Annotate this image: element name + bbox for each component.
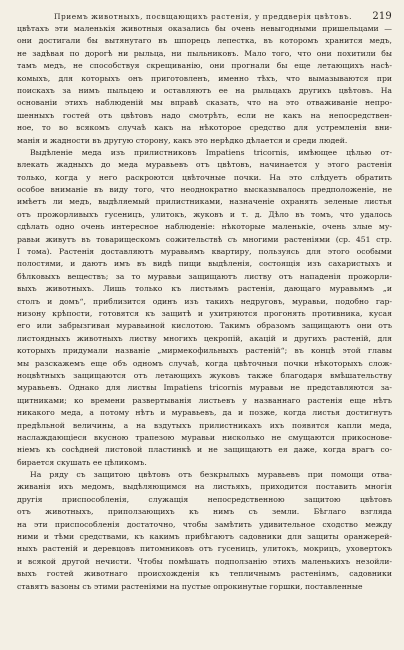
text-line: его или забрызгивая муравьиной кислотою. Такимъ образомъ защищаютъ они отъ: [17, 321, 392, 331]
page-number: 219: [372, 11, 392, 22]
text-line: шенныхъ гостей отъ цвѣтовъ надо смотрѣть, если не какъ на непосредствен-: [17, 110, 392, 120]
text-line: не задѣвая по дорогѣ ни рыльца, ни пыльниковъ. Мало того, что они похитили бы: [17, 48, 392, 58]
text-line: мы разскажемъ еще объ одномъ случаѣ, когда цвѣточныя почки нѣкоторыхъ слож-: [17, 358, 392, 368]
text-line: ноцвѣтныхъ защищаются отъ летающихъ жуковъ также благодаря вмѣшательству: [17, 370, 392, 380]
text-line: комыхъ, для которыхъ онъ приготовленъ, именно тѣхъ, что вымазываются при: [17, 73, 392, 83]
running-title: Приемъ животныхъ, посвщающихъ растенія, у преддверія цвѣтовъ.: [54, 12, 353, 21]
text-line: ними и тѣми средствами, къ какимъ прибѣгаютъ садовники для защиты оранжерей-: [17, 532, 392, 542]
text-line: они достигали бы вытянутаго въ шпорецъ лепестка, въ которомъ хранится медъ,: [17, 36, 392, 46]
text-line: только, когда у него раскроются цвѣточные почки. На это слѣдуетъ обратить: [17, 172, 392, 182]
text-line: На ряду съ защитою цвѣтовъ отъ безкрылыхъ муравьевъ при помощи отва-: [30, 470, 392, 480]
text-line: бирается скушать ее цѣликомъ.: [17, 457, 147, 467]
text-line: Выдѣленіе меда изъ прилистниковъ Impatiens tricornis, имѣющее цѣлью от-: [30, 147, 392, 157]
text-line: и всякой другой нечисти. Чтобы помѣшать подползанію этихъ маленькихъ незойли-: [17, 556, 392, 566]
text-line: равьи живутъ въ товарищескомъ сожительствѣ съ многими растеніями (ср. 451 стр.: [17, 234, 392, 244]
text-line: влекать жадныхъ до меда муравьевъ отъ цвѣтовъ, начинается у этого растенія: [17, 160, 392, 170]
text-line: особое вниманіе въ виду того, что неоднократно высказывалось предположеніе, не: [17, 185, 392, 195]
text-line: ставятъ вазоны съ этими растеніями на пустые опрокинутые горшки, поставленные: [17, 581, 363, 591]
text-line: низону крѣпости, готовятся къ защитѣ и ухитряются прогонять противника, кусая: [17, 308, 392, 318]
text-line: I тома). Растенія доставляютъ муравьямъ квартиру, пользуясь для этого особыми: [17, 247, 392, 257]
text-line: основаніи этихъ наблюденій мы вправѣ сказать, что на это отваживаніе непро-: [17, 98, 392, 108]
text-line: ніемъ къ сосѣдней листовой пластинкѣ и не защищаютъ ея даже, когда врагъ со-: [17, 445, 392, 455]
text-line: сдѣлать одно очень интересное наблюденіе: нѣкоторые маленькіе, очень злые му-: [17, 222, 392, 232]
text-line: поискахъ за нимъ пыльцею и оставляютъ ее на рыльцахъ другихъ цвѣтовъ. На: [17, 85, 392, 95]
text-line: столъ и домъ“, приблизится одинъ изъ такихъ недруговъ, муравьи, подобно гар-: [17, 296, 392, 306]
text-line: отъ прожорливыхъ гусеницъ, улитокъ, жуковъ и т. д. Дѣло въ томъ, что удалось: [17, 209, 392, 219]
running-header: [22, 10, 392, 24]
text-line: выхъ гостей животнаго происхожденія къ тепличнымъ растеніямъ, садовники: [17, 569, 392, 579]
text-line: щитниками; ко времени развертыванія листьевъ у названнаго растенія еще нѣтъ: [17, 395, 392, 405]
text-line: бѣлковыхъ веществъ; за то муравьи защищаютъ листву отъ нападенія прожорли-: [17, 271, 392, 281]
text-line: муравьевъ. Однако для листвы Impatiens tricornis муравьи не представляются за-: [17, 383, 392, 393]
text-line: ныхъ растеній и деревцовъ питомниковъ отъ гусеницъ, улитокъ, мокрицъ, уховертокъ: [17, 544, 392, 554]
text-line: отъ животныхъ, приползающихъ къ нимъ съ земли. Бѣглаго взгляда: [17, 507, 392, 517]
text-line: другія приспособленія, служащія непосредственною защитою цвѣтовъ: [17, 494, 392, 504]
text-line: выхъ животныхъ. Лишь только къ листьямъ растенія, дающаго муравьямъ „и: [17, 284, 392, 294]
text-line: манія и жадности въ другую сторону, какъ это нерѣдко дѣлается и среди людей.: [17, 135, 348, 145]
text-line: живанія ихъ медомъ, выдѣляющимся на листьяхъ, приходится поставить многія: [17, 482, 392, 492]
body-text: [17, 23, 392, 593]
text-line: которыхъ придумали названіе „мирмекофильныхъ растеній“; въ концѣ этой главы: [17, 346, 392, 356]
text-line: ное, то во всякомъ случаѣ какъ на нѣкоторое средство для устремленія вни-: [17, 123, 392, 133]
text-line: имѣетъ ли медъ, выдѣляемый прилистниками, назначеніе охранять зеленые листья: [17, 197, 392, 207]
text-line: наслаждающіеся вкусною трапезою муравьи нисколько не смущаются прикоснове-: [17, 432, 392, 442]
text-line: предѣльной величины, а на вздутыхъ прилистникахъ ихъ появятся капли меда,: [17, 420, 392, 430]
text-line: на эти приспособленія достаточно, чтобы замѣтить удивительное сходство между: [17, 519, 392, 529]
text-line: тамъ медъ, не способствуя скрещиванію, они прогнали бы еще летающихъ насѣ-: [17, 61, 392, 71]
text-line: цвѣтахъ эти маленькія животныя оказались бы очень невыгодными пришельцами —: [17, 24, 392, 33]
text-line: никакого меда, а потому нѣтъ и муравьевъ, да и позже, когда листья достигнутъ: [17, 408, 392, 418]
text-line: полостями, и даютъ имъ въ видѣ пищи выдѣленія, состоящія изъ сахаристыхъ и: [17, 259, 392, 269]
text-line: листоядныхъ животныхъ листву многихъ цекропій, акацій и другихъ растеній, для: [17, 333, 392, 343]
